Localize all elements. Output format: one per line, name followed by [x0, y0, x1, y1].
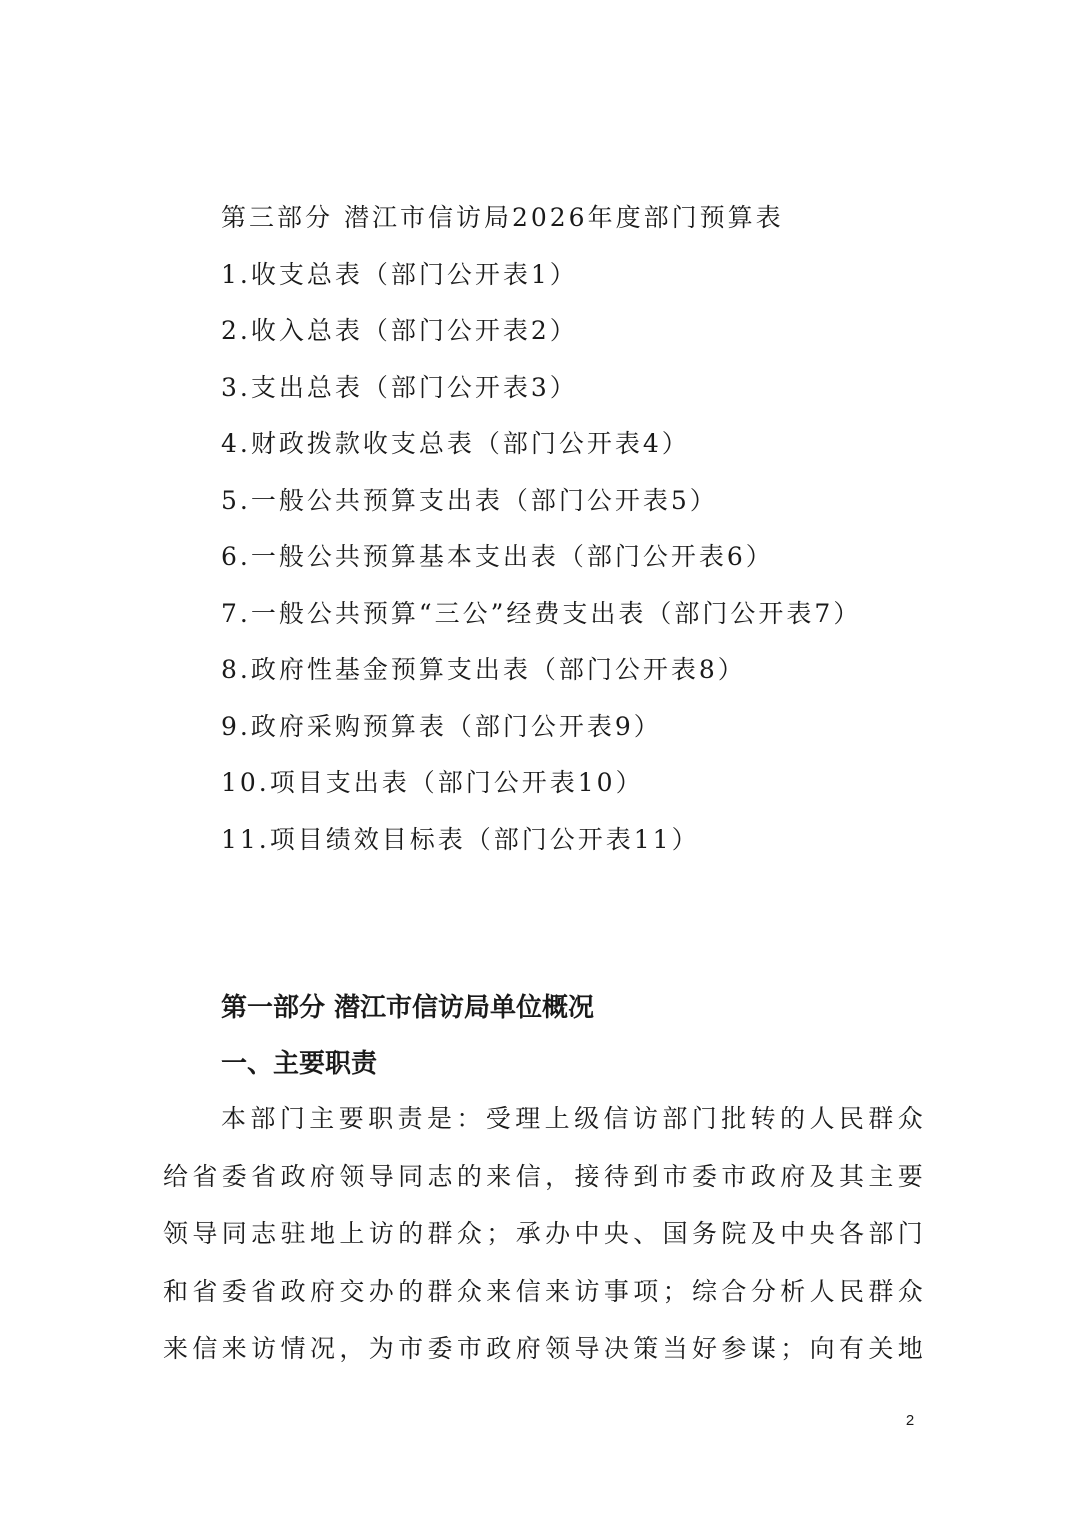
- toc-item: 9.政府采购预算表（部门公开表9）: [221, 711, 662, 741]
- toc-item: 4.财政拨款收支总表（部门公开表4）: [221, 429, 690, 458]
- paragraph-line: 领 导 同 志 驻 地 上 访 的 群 众 ； 承 办 中 央 、 国 务 院 及 中 央 各 部 门: [163, 1219, 923, 1248]
- toc-item: 2.收入总表（部门公开表2）: [221, 316, 578, 345]
- section-header: [221, 980, 981, 1092]
- paragraph-line: 本 部 门 主 要 职 责 是 ： 受 理 上 级 信 访 部 门 批 转 的 人 民 群 众: [221, 1104, 923, 1133]
- paragraph-line: 和 省 委 省 政 府 交 办 的 群 众 来 信 来 访 事 项 ； 综 合 分 析 人 民 群 众: [163, 1276, 923, 1306]
- section-heading: 第一部分 潜江市信访局单位概况: [221, 993, 595, 1023]
- budget-table-list: [221, 190, 981, 868]
- toc-title: 第三部分 潜江市信访局2026年度部门预算表: [221, 203, 784, 232]
- page-number: 2: [905, 1412, 915, 1429]
- toc-item: 8.政府性基金预算支出表（部门公开表8）: [221, 655, 746, 684]
- toc-item: 6.一般公共预算基本支出表（部门公开表6）: [221, 542, 774, 571]
- toc-item: 7.一般公共预算“三公”经费支出表（部门公开表7）: [221, 598, 862, 628]
- paragraph-line: 来 信 来 访 情 况 ， 为 市 委 市 政 府 领 导 决 策 当 好 参 谋 ； 向 有 关 地: [163, 1334, 923, 1363]
- toc-item: 1.收支总表（部门公开表1）: [221, 259, 578, 289]
- paragraph-line: 给 省 委 省 政 府 领 导 同 志 的 来 信 ， 接 待 到 市 委 市 政 府 及 其 主 要: [163, 1161, 923, 1191]
- toc-item: 11.项目绩效目标表（部门公开表11）: [221, 824, 700, 854]
- body-paragraph: [163, 1090, 923, 1378]
- toc-item: 5.一般公共预算支出表（部门公开表5）: [221, 485, 718, 515]
- section-subheading: 一、主要职责: [221, 1049, 378, 1079]
- toc-item: 3.支出总表（部门公开表3）: [221, 372, 578, 402]
- toc-item: 10.项目支出表（部门公开表10）: [221, 768, 644, 797]
